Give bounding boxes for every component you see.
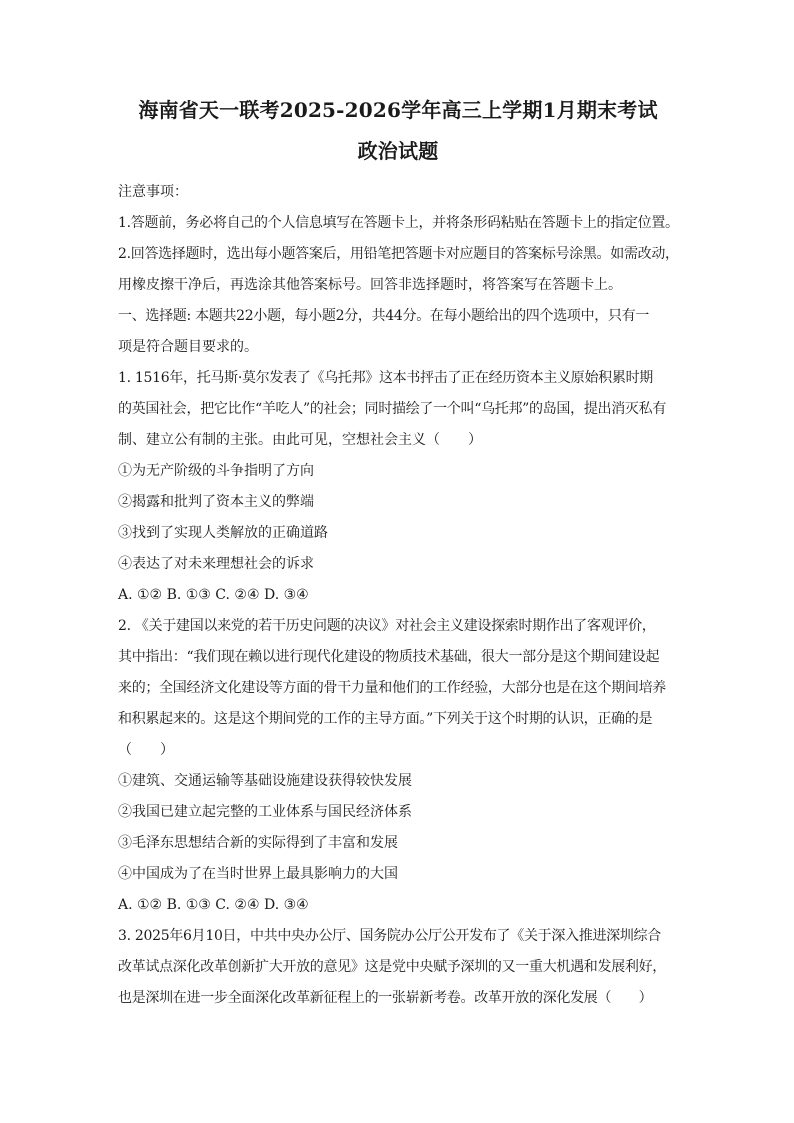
question-stem-line: 来的；全国经济文化建设等方面的骨干力量和他们的工作经验，大部分也是在这个期间培养 xyxy=(118,680,666,696)
statement-option: ③毛泽东思想结合新的实际得到了丰富和发展 xyxy=(118,835,398,851)
statement-option: ④表达了对未来理想社会的诉求 xyxy=(118,556,314,572)
question-stem-line: 其中指出：“我们现在赖以进行现代化建设的物质技术基础，很大一部分是这个期间建设起 xyxy=(118,649,660,665)
notice-item-1: 1.答题前，务必将自己的个人信息填写在答题卡上，并将条形码粘贴在答题卡上的指定位置。 xyxy=(118,215,679,231)
notice-heading: 注意事项： xyxy=(118,184,188,200)
statement-option: ③找到了实现人类解放的正确道路 xyxy=(118,525,328,541)
question-stem-line: 1. 1516年，托马斯·莫尔发表了《乌托邦》这本书抨击了正在经历资本主义原始积累时期 xyxy=(118,370,653,386)
question-stem-line: 和积累起来的。这是这个期间党的工作的主导方面。”下列关于这个时期的认识，正确的是 xyxy=(118,711,653,727)
notice-item-2: 2.回答选择题时，选出每小题答案后，用铅笔把答题卡对应题目的答案标号涂黑。如需改动， xyxy=(118,246,679,262)
question-stem-line: 3. 2025年6月10日，中共中央办公厅、国务院办公厅公开发布了《关于深入推进深圳综合 xyxy=(118,928,661,944)
section-heading: 一、选择题: 本题共22小题，每小题2分，共44分。在每小题给出的四个选项中，只有一 xyxy=(118,308,650,324)
exam-title: 海南省天一联考2025-2026学年高三上学期1月期末考试 xyxy=(138,98,658,122)
section-heading-cont: 项是符合题目要求的。 xyxy=(118,339,258,355)
statement-option: ①建筑、交通运输等基础设施建设获得较快发展 xyxy=(118,773,412,789)
statement-option: ④中国成为了在当时世界上最具影响力的大国 xyxy=(118,866,398,882)
question-stem-line: 制、建立公有制的主张。由此可见，空想社会主义（ ） xyxy=(118,432,482,448)
question-stem-line: 改革试点深化改革创新扩大开放的意见》这是党中央赋予深圳的又一重大机遇和发展利好， xyxy=(118,959,666,975)
question-1 xyxy=(118,363,678,611)
statement-option: ②我国已建立起完整的工业体系与国民经济体系 xyxy=(118,804,412,820)
notice-item-2-cont: 用橡皮擦干净后，再选涂其他答案标号。回答非选择题时，将答案写在答题卡上。 xyxy=(118,277,622,293)
question-stem-line: 也是深圳在进一步全面深化改革新征程上的一张崭新考卷。改革开放的深化发展（ ） xyxy=(118,990,653,1006)
question-3 xyxy=(118,921,678,1014)
exam-subject: 政治试题 xyxy=(357,139,439,163)
question-2 xyxy=(118,611,678,921)
exam-body xyxy=(118,177,678,1014)
question-stem-line: 的英国社会，把它比作“羊吃人”的社会；同时描绘了一个叫“乌托邦”的岛国，提出消灭私有 xyxy=(118,401,667,417)
statement-option: ①为无产阶级的斗争指明了方向 xyxy=(118,463,314,479)
question-stem-line: 2. 《关于建国以来党的若干历史问题的决议》对社会主义建设探索时期作出了客观评价， xyxy=(118,618,656,634)
question-stem-line: （ ） xyxy=(118,742,174,758)
answer-choices: A. ①② B. ①③ C. ②④ D. ③④ xyxy=(118,587,309,603)
statement-option: ②揭露和批判了资本主义的弊端 xyxy=(118,494,314,510)
answer-choices: A. ①② B. ①③ C. ②④ D. ③④ xyxy=(118,897,309,913)
